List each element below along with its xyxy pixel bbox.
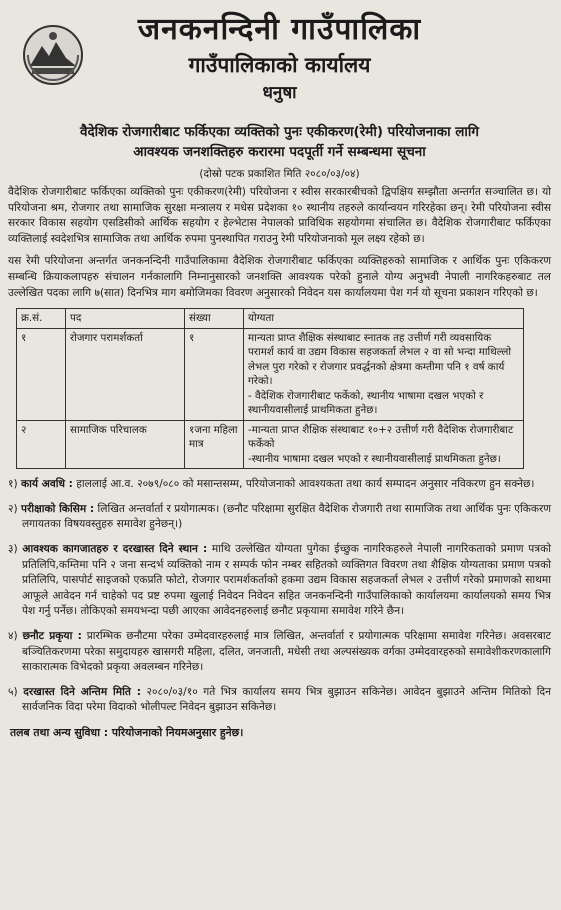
- row-count: १जना महिला मात्र: [185, 420, 244, 469]
- notice-header: [8, 10, 551, 122]
- note-label: कार्य अवधि :: [21, 478, 73, 491]
- header-qualification: योग्यता: [244, 309, 524, 329]
- table-header-row: [17, 309, 524, 329]
- header-post: पद: [66, 309, 185, 329]
- note-number: १): [8, 478, 18, 491]
- salary-note: तलब तथा अन्य सुविधा : परियोजनाको नियमअनुसार हुनेछ।: [10, 725, 244, 739]
- row-qualification: [244, 420, 524, 469]
- qualification-line: मान्यता प्राप्त शैक्षिक संस्थाबाट स्नातक तह उत्तीर्ण गरी व्यवसायिक परामर्श कार्य वा उद्यम विकास सहजकर्ता लेभल २ वा सो भन्दा माथिल्लो लेभल पुरा गरेको र रोजगार प्रवर्द्धनको क्षेत्रमा कम्तीमा पनि १ वर्ष कार्य गरेको।: [248, 331, 512, 388]
- municipality-title: जनकनन्दिनी गाउँपालिका: [137, 12, 422, 47]
- note-text: प्रारम्भिक छनौटमा परेका उम्मेदवारहरुलाई मात्र लिखित, अन्तर्वार्ता र प्रयोगात्मक परिक्षामा समावेश गरिनेछ। अवसरबाट बञ्चितिकरणमा परेका समुदायहरु खासगरी महिला, दलित, जनजाती, मधेसी तथा अल्पसंख्यक वर्गका उम्मेदवारहरुको समावेशीकरणकालागि साकारात्मक विभेदको प्रकृया अवलम्बन गरिनेछ।: [22, 629, 552, 674]
- header-sn: क्र.सं.: [17, 309, 66, 329]
- row-count: १: [185, 328, 244, 420]
- note-label: दरखास्त दिने अन्तिम मिति :: [23, 685, 141, 698]
- note-text: हाललाई आ.व. २०७९/०८० को मसान्तसम्म, परियोजनाको आवश्यकता तथा कार्य सम्पादन अनुसार नविकरण हुन सक्नेछ।: [76, 478, 535, 491]
- note-number: ५): [8, 685, 18, 698]
- posts-table: [16, 308, 524, 469]
- note-number: ४): [8, 629, 18, 642]
- note-text: माथि उल्लेखित योग्यता पुगेका ईच्छुक नागरिकहरुले नेपाली नागरिकताको प्रमाण पत्रको प्रतिलिपि,कम्तिमा पनि २ जना सन्दर्भ व्यक्तिको नाम र सम्पर्क फोन नम्बर सहितको व्यक्तिगत विवरण तथा शैक्षिक योग्यताका प्रमाण पत्रको प्रतिलिपि, पासपोर्ट साइजको एकप्रति फोटो, रोजगार परामर्शकर्ताको हकमा उद्यम विकास सहजकर्ता लेभल २ उत्तीर्ण गरेको प्रमाणको साथमा आफूले आवेदन गर्न चाहेको पद प्रष्ट रुपमा खुलाई निवेदन निवेदन सहित जनकनन्दिनी गाउँपालिकाको कार्यालयमा कार्यालयको समय भित्र पेश गर्नु पर्नेछ। तोकिएको समयभन्दा पछी आएका आवेदनहरुलाई छनौट प्रकृयामा समावेश गरिने छैन।: [22, 542, 551, 618]
- note-item: [8, 502, 551, 533]
- note-item: [8, 542, 551, 620]
- note-text: लिखित अन्तर्वार्ता र प्रयोगात्मक। (छनौट परिक्षामा सुरक्षित वैदेशिक रोजगारी तथा सामाजिक तथा आर्थिक पुनः एकिकरण लगायतका विषयवस्तुहरु समावेश हुनेछन्।): [22, 502, 551, 531]
- row-sn: २: [17, 420, 66, 469]
- table-row: [17, 420, 524, 469]
- table-row: [17, 328, 524, 420]
- notice-subject: [8, 122, 551, 162]
- office-title: गाउँपालिकाको कार्यालय: [188, 53, 371, 77]
- district-title: धनुषा: [262, 83, 297, 103]
- row-post: सामाजिक परिचालक: [66, 420, 185, 469]
- row-post: रोजगार परामर्शकर्ता: [66, 328, 185, 420]
- subject-line-1: वैदेशिक रोजगारीबाट फर्किएका व्यक्तिको पुनः एकीकरण(रेमी) परियोजनाका लागि: [79, 124, 480, 140]
- header-count: संख्या: [185, 309, 244, 329]
- note-item: [8, 629, 551, 676]
- row-sn: १: [17, 328, 66, 420]
- qualification-line: -स्थानीय भाषामा दखल भएको र स्थानीयवासीलाई प्राथमिकता हुनेछ।: [248, 452, 501, 465]
- nepal-emblem-icon: [22, 24, 84, 86]
- note-item: [8, 685, 551, 716]
- qualification-line: -मान्यता प्राप्त शैक्षिक संस्थाबाट १०+२ उत्तीर्ण गरी वैदेशिक रोजगारीबाट फर्केको: [248, 423, 514, 451]
- notes-list: [8, 477, 551, 716]
- note-text: २०८०/०३/१० गते भित्र कार्यालय समय भित्र बुझाउन सकिनेछ। आवेदन बुझाउने अन्तिम मितिको दिन सार्वजनिक विदा परेमा विदाको भोलीपल्ट निवेदन बुझाउन सकिनेछ।: [22, 685, 552, 714]
- note-number: २): [8, 502, 18, 515]
- subject-line-2: आवश्यक जनशक्तिहरु करारमा पदपूर्ती गर्ने सम्बन्धमा सूचना: [133, 144, 426, 160]
- row-qualification: [244, 328, 524, 420]
- note-label: आवश्यक कागजातहरु र दरखास्त दिने स्थान :: [22, 542, 208, 555]
- publish-date: (दोस्रो पटक प्रकाशित मिति २०८०/०३/०४): [199, 168, 360, 180]
- note-item: [8, 477, 551, 493]
- note-label: परीक्षाको किसिम :: [21, 502, 95, 515]
- qualification-line: - वैदेशिक रोजगारीबाट फर्केको, स्थानीय भाषामा दखल भएको र स्थानीयवासीलाई प्राथमिकता हुनेछ।: [248, 389, 484, 417]
- note-label: छनौट प्रकृया :: [22, 629, 82, 642]
- note-number: ३): [8, 542, 18, 555]
- intro-paragraph: वैदेशिक रोजगारीबाट फर्किएका व्यक्तिको पुनः एकीकरण(रेमी) परियोजना र स्वीस सरकारबीचको द्विपक्षिय सम्झौता अन्तर्गत सञ्चालित छ। यो परियोजना श्रम, रोजगार तथा सामाजिक सुरक्षा मन्त्रालय र मधेस प्रदेशका १० स्थानीय तहरुले कार्यान्वयन गरिरहेका छन्। रेमी परियोजना स्वीस सरकार विकास सहयोग एसडिसीको आर्थिक सहयोग र हेल्भेटास नेपालको प्राविधिक सहयोगमा संचालित छ। वैदेशिक रोजगारीबाट फर्किएका व्यक्तिलाई स्वदेशभित्र सामाजिक तथा आर्थिक रुपमा पुनस्थापित गराउनु रेमी परियोजनाको मूल लक्ष्य रहेको छ।: [8, 186, 552, 245]
- call-paragraph: यस रेमी परियोजना अन्तर्गत जनकनन्दिनी गाउँपालिकामा वैदेशिक रोजगारीबाट फर्किएका व्यक्तिहरुको सामाजिक र आर्थिक पुनः एकिकरण सम्बन्धि क्रियाकलापहरु संचालन गर्नकालागि निम्नानुसारको जनशक्ति आवश्यक परेको हुनाले योग्य अनुभवी नेपाली नागरिकहरुबाट तल उल्लेखित पदका लागि ७(सात) दिनभित्र माग बमोजिमका विवरण अनुसारको निवेदन यस कार्यालयमा पेश गर्न यो सूचना प्रकाशन गरिएको छ।: [8, 255, 551, 299]
